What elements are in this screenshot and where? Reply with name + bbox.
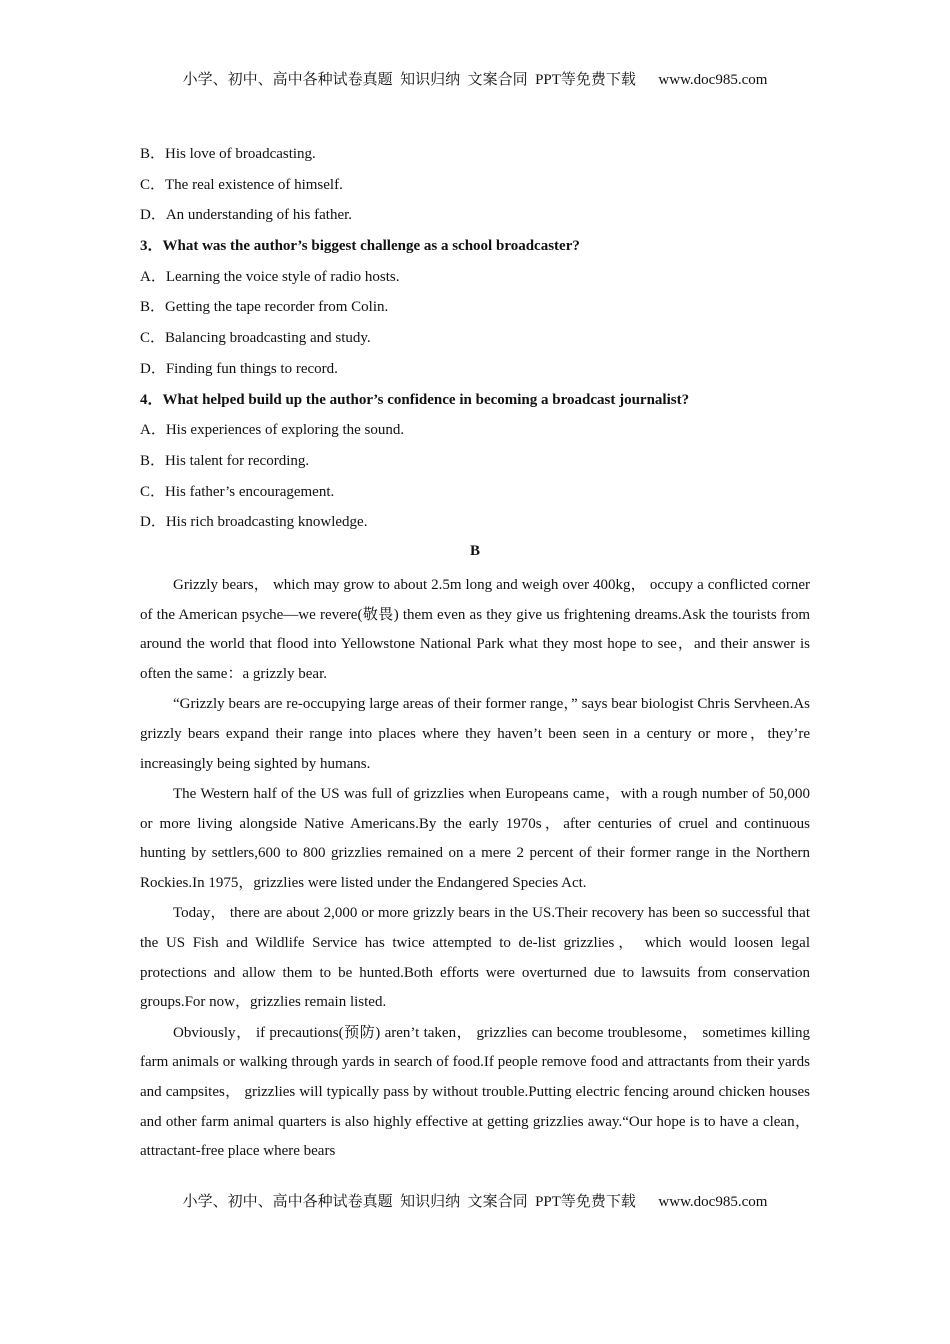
document-body — [140, 142, 810, 1168]
option-line: B．Getting the tape recorder from Colin. — [140, 299, 389, 316]
page-footer: 小学、初中、高中各种试卷真题 知识归纳 文案合同 PPT等免费下载 www.doc985.com — [182, 1194, 768, 1210]
passage-paragraph: Today， there are about 2,000 or more grizzly bears in the US.Their recovery has been so successful that the US Fish and Wildlife Service has twice attempted to de-list grizzlies， which would loosen legal protections and allow them to be hunted.Both efforts were overturned due to lawsuits from conservation groups.For now，grizzlies remain listed. — [140, 905, 810, 1011]
option-line: D．His rich broadcasting knowledge. — [140, 514, 368, 531]
passage-paragraph: “Grizzly bears are re-occupying large areas of their former range，” says bear biologist Chris Servheen.As grizzly bears expand their range into places where they haven’t been seen in a century or more，they’re increasingly being sighted by humans. — [140, 696, 810, 772]
option-line: C．The real existence of himself. — [140, 176, 343, 193]
question-4: 4．What helped build up the author’s confidence in becoming a broadcast journalist? — [140, 391, 690, 408]
option-line: D．An understanding of his father. — [140, 207, 353, 224]
page-header: 小学、初中、高中各种试卷真题 知识归纳 文案合同 PPT等免费下载 www.doc985.com — [182, 72, 768, 88]
option-line: B．His talent for recording. — [140, 452, 310, 469]
passage-paragraph: Grizzly bears， which may grow to about 2.5m long and weigh over 400kg， occupy a conflicted corner of the American psyche—we revere(敬畏) them even as they give us frightening dreams.Ask the tourists from around the world that flood into Yellowstone National Park what they most hope to see，and their answer is often the same：a grizzly bear. — [140, 576, 810, 682]
option-line: C．Balancing broadcasting and study. — [140, 330, 371, 347]
option-line: A．Learning the voice style of radio hosts. — [140, 268, 400, 285]
passage-paragraph: The Western half of the US was full of grizzlies when Europeans came，with a rough number of 50,000 or more living alongside Native Americans.By the early 1970s，after centuries of cruel and continuous hunting by settlers,600 to 800 grizzlies remained on a mere 2 percent of their former range in the Northern Rockies.In 1975，grizzlies were listed under the Endangered Species Act. — [140, 786, 810, 891]
option-line: D．Finding fun things to record. — [140, 360, 338, 377]
section-title: B — [469, 542, 480, 559]
option-line: C．His father’s encouragement. — [140, 483, 335, 500]
passage-paragraph: Obviously， if precautions(预防) aren’t taken， grizzlies can become troublesome， sometimes killing farm animals or walking through yards in search of food.If people remove food and attractants from their yards and campsites， grizzlies will typically pass by without trouble.Putting electric fencing around chicken houses and other farm animal quarters is also highly effective at getting grizzlies away.“Our hope is to have a clean，attractant-free place where bears — [140, 1024, 810, 1160]
option-line: B．His love of broadcasting. — [140, 146, 316, 162]
question-3: 3．What was the author’s biggest challenge as a school broadcaster? — [140, 238, 580, 255]
option-line: A．His experiences of exploring the sound. — [140, 422, 405, 439]
